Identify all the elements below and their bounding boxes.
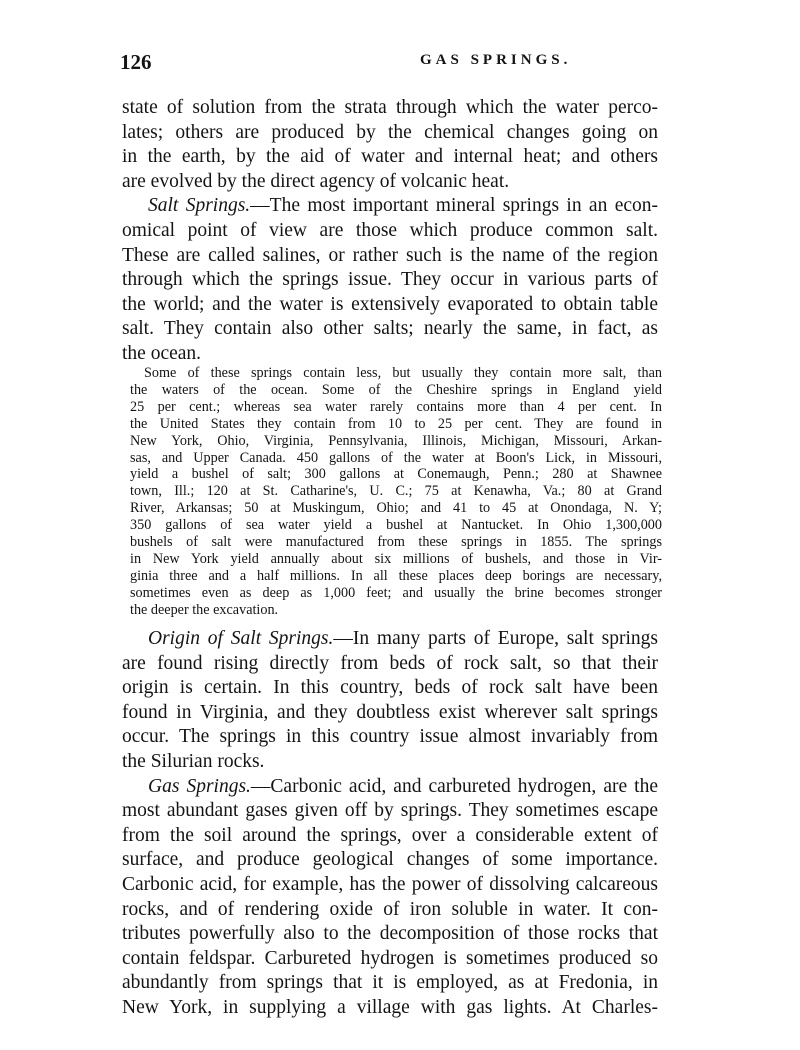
paragraph-2-line: the ocean. xyxy=(122,342,202,364)
paragraph-2-line: omical point of view are those which produce common salt. xyxy=(122,219,658,241)
origin-first-line-text: —In many parts of Europe, salt springs xyxy=(333,628,658,649)
paragraph-4-line: New York, in supplying a village with gas lights. At Charles- xyxy=(122,996,658,1018)
note-line: the waters of the ocean. Some of the Cheshire springs in England yield xyxy=(130,381,662,398)
note-line: sometimes even as deep as 1,000 feet; and usually the brine becomes stronger xyxy=(130,584,662,601)
running-head: GAS SPRINGS. xyxy=(420,52,572,68)
paragraph-4-line: abundantly from springs that it is employed, as at Fredonia, in xyxy=(122,972,658,994)
gas-springs-first-line-text: —Carbonic acid, and carbureted hydrogen, are the xyxy=(250,775,658,797)
paragraph-3-line: occur. The springs in this country issue almost invariably from xyxy=(122,726,658,748)
paragraph-4-line: rocks, and of rendering oxide of iron soluble in water. It con- xyxy=(122,898,658,920)
note-line: bushels of salt were manufactured from these springs in 1855. The springs xyxy=(130,534,662,551)
note-line: in New York yield annually about six millions of bushels, and those in Vir- xyxy=(130,550,662,567)
page-number: 126 xyxy=(120,50,152,74)
paragraph-3-line: origin is certain. In this country, beds of rock salt have been xyxy=(122,677,658,699)
page-header xyxy=(120,44,680,78)
gas-springs-first-line xyxy=(122,775,658,800)
paragraph-4-line: tributes powerfully also to the decomposition of those rocks that xyxy=(122,923,658,945)
paragraph-3-line: found in Virginia, and they doubtless exist wherever salt springs xyxy=(122,701,658,723)
note-block xyxy=(130,365,662,619)
origin-first-line xyxy=(122,627,658,652)
paragraph-1-line: lates; others are produced by the chemical changes going on xyxy=(122,121,658,143)
paragraph-3-line: are found rising directly from beds of rock salt, so that their xyxy=(122,652,658,674)
paragraph-1-line: state of solution from the strata through which the water perco- xyxy=(122,97,658,118)
paragraph-4-line: contain feldspar. Carbureted hydrogen is sometimes produced so xyxy=(122,947,658,969)
paragraph-3-line: the Silurian rocks. xyxy=(122,750,265,772)
note-line: New York, Ohio, Virginia, Pennsylvania, Illinois, Michigan, Missouri, Arkan- xyxy=(130,432,662,449)
note-line: sas, and Upper Canada. 450 gallons of the water at Boon's Lick, in Missouri, xyxy=(130,449,662,466)
note-line: the United States they contain from 10 to 25 per cent. They are found in xyxy=(130,415,662,432)
note-line: yield a bushel of salt; 300 gallons at Conemaugh, Penn.; 280 at Shawnee xyxy=(130,466,662,483)
paragraph-1-line: in the earth, by the aid of water and internal heat; and others xyxy=(122,146,658,168)
salt-springs-heading: Salt Springs. xyxy=(148,195,251,217)
note-line: the deeper the excavation. xyxy=(130,601,279,618)
origin-of-salt-springs-heading: Origin of Salt Springs. xyxy=(148,628,334,649)
gas-springs-heading: Gas Springs. xyxy=(148,775,251,797)
salt-springs-first-line xyxy=(122,194,658,219)
note-line: River, Arkansas; 50 at Muskingum, Ohio; and 41 to 45 at Onondaga, N. Y; xyxy=(130,500,662,517)
paragraph-2-line: the world; and the water is extensively evaporated to obtain table xyxy=(122,293,658,315)
salt-springs-first-line-text: —The most important mineral springs in an econ- xyxy=(250,195,658,217)
paragraph-4-line: Carbonic acid, for example, has the power of dissolving calcareous xyxy=(122,873,658,895)
note-line: ginia three and a half millions. In all these places deep borings are necessary, xyxy=(130,567,662,584)
paragraph-2-line: salt. They contain also other salts; nearly the same, in fact, as xyxy=(122,318,658,340)
note-line: 25 per cent.; whereas sea water rarely contains more than 4 per cent. In xyxy=(130,398,662,415)
body-text-upper xyxy=(122,96,658,367)
note-line: Some of these springs contain less, but usually they contain more salt, than xyxy=(144,365,662,381)
paragraph-4-line: most abundant gases given off by springs. They sometimes escape xyxy=(122,800,658,822)
paragraph-4-line: surface, and produce geological changes of some importance. xyxy=(122,849,658,871)
paragraph-1-line: are evolved by the direct agency of volcanic heat. xyxy=(122,170,510,192)
paragraph-2-line: These are called salines, or rather such is the name of the region xyxy=(122,244,658,266)
paragraph-2-line: through which the springs issue. They occur in various parts of xyxy=(122,269,658,291)
paragraph-4-line: from the soil around the springs, over a considerable extent of xyxy=(122,824,658,846)
note-line: town, Ill.; 120 at St. Catharine's, U. C.; 75 at Kenawha, Va.; 80 at Grand xyxy=(130,483,662,500)
note-line: 350 gallons of sea water yield a bushel at Nantucket. In Ohio 1,300,000 xyxy=(130,517,662,534)
body-text-lower xyxy=(122,627,658,1021)
